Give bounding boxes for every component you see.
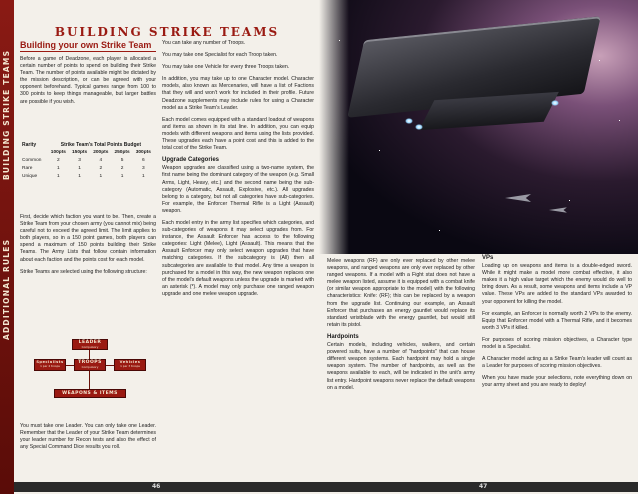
cell: 6 xyxy=(141,157,145,163)
hardpoints-paragraph: Certain models, including vehicles, walkers, and certain powered suits, have a number of "hardpoints" that can house different weapon systems. Each hardpoint may hold a single weapon system. The number of hardpoints, as well as the weapons available to each, will be indicated in the unit's army list entry. Hardpoint weapons never replace the default weapons on a model. xyxy=(327,342,475,391)
loadout-paragraph: Each model comes equipped with a standard loadout of weapons and items as shown in its stat line. In addition, you can equip models with different weapons and items using the lists provided. These upgrades each have a point cost and this is added to the total cost of the Strike Team. xyxy=(162,116,314,152)
right-column-left-page xyxy=(162,40,314,303)
troops-box: TROOPS Compulsory xyxy=(74,359,106,371)
budget-col: 250pts xyxy=(114,150,130,155)
leader-paragraph: You must take one Leader. You can only take one Leader. Remember that the Leader of your Strike Team determines your leader number for Recon tests and also the effect of any Special Command Dice results you roll. xyxy=(20,423,156,451)
side-tab-section: BUILDING STRIKE TEAMS xyxy=(2,49,11,180)
fighter-illustration xyxy=(549,207,567,213)
side-tab-chapter: ADDITIONAL RULES xyxy=(2,238,11,340)
row-label: Rare xyxy=(22,165,33,171)
melee-paragraph: Melee weapons (RF) are only ever replaced by other melee weapons, and ranged weapons are only ever replaced by other ranged weapons. If a model with a Fight stat does not have a melee weapon listed, assume it is equipped with a combat knife (or similar weapon appropriate to the model) with the following characteristics: Knife: (RF); this can be replaced by a weapon from the upgrade list. Continuing our example, an Assault Enforcer that purchases an energy gauntlet would replace its standard wristblade with the energy gauntlet, but would still retain its pistol. xyxy=(327,258,475,328)
vps-paragraph: A Character model acting as a Strike Team's leader will count as a Leader for purposes of scoring mission objectives. xyxy=(482,356,632,370)
weapons-items-box: WEAPONS & ITEMS xyxy=(54,389,126,398)
row-label: Unique xyxy=(22,173,38,179)
row-label: Common xyxy=(22,157,42,163)
budget-header: Strike Team's Total Points Budget xyxy=(60,142,141,148)
cell: 2 xyxy=(57,157,60,163)
structure-diagram xyxy=(36,337,141,403)
page-title: BUILDING STRIKE TEAMS xyxy=(54,25,280,39)
faction-paragraph: First, decide which faction you want to be. Then, create a Strike Team from your chosen army (you cannot mix) being careful not to exceed the agreed limit. The limit applies to both players, so in a 150 point games, both players can spend a maximum of 150 points building their Strike Teams. The Army Lists that follow contain information about each faction and the points cost for each model. xyxy=(20,214,156,263)
rarity-table xyxy=(22,141,154,181)
vps-paragraph: When you have made your selections, note everything down on your army sheet and you are ready to deploy! xyxy=(482,375,632,389)
vps-paragraph: For example, an Enforcer is normally worth 2 VPs to the enemy. Equip that Enforcer model with a Thermal Rifle, and it becomes worth 3 VPs if killed. xyxy=(482,310,632,331)
fighter-illustration xyxy=(505,194,531,202)
hardpoints-heading: Hardpoints xyxy=(327,333,359,340)
rarity-header: Rarity xyxy=(22,142,37,148)
vps-heading: VPs xyxy=(482,255,494,261)
side-tab xyxy=(0,0,14,494)
page-number: 47 xyxy=(479,483,488,490)
leader-column xyxy=(20,423,156,456)
cell: 5 xyxy=(120,157,124,163)
table-row xyxy=(22,156,154,164)
vps-column xyxy=(482,255,632,395)
budget-col: 300pts xyxy=(135,150,151,155)
cell: 1 xyxy=(99,173,103,179)
cell: 1 xyxy=(78,165,81,171)
right-page xyxy=(319,0,638,494)
budget-col: 150pts xyxy=(72,150,88,155)
upgrade-heading: Upgrade Categories xyxy=(162,157,220,164)
cell: 3 xyxy=(78,157,81,163)
cell: 1 xyxy=(57,165,60,171)
structure-paragraph: Strike Teams are selected using the following structure: xyxy=(20,268,147,275)
intro-column xyxy=(20,56,156,111)
page-number: 46 xyxy=(152,483,161,490)
vps-paragraph: For purposes of scoring mission objectives, a Character type model is a Specialist. xyxy=(482,336,632,351)
cell: 1 xyxy=(141,173,145,179)
upgrade-paragraph: Weapon upgrades are classified using a two-name system, the first name being the dominant category of the weapon (e.g. Small Arms, Light, Heavy, etc.) and the second name being the sub-category (Automatic, Assault, Explosive, etc.). All upgrades belong to a category, but not all categories have sub-categories. For example, the Enforcer Thermal Rifle is a Light (Assault) weapon. xyxy=(162,165,314,214)
space-illustration xyxy=(319,0,638,254)
left-folio xyxy=(14,482,319,492)
cell: 1 xyxy=(78,173,81,179)
vehicle-paragraph: You may take one Vehicle for every three Troops taken. xyxy=(162,64,290,71)
table-row xyxy=(22,164,154,172)
right-folio xyxy=(319,482,638,492)
budget-col: 200pts xyxy=(93,150,109,155)
leader-box: LEADER Compulsory xyxy=(72,339,108,350)
character-paragraph: In addition, you may take up to one Character model. Character models, also known as Mercenaries, will have a list of Factions that they will and won't work for included in their profile. Future Deadzone supplements may include rules for using a Character model as a Strike Team's Leader. xyxy=(162,76,314,111)
vps-paragraph: Loading up on weapons and items is a double-edged sword. While it might make a model more combat effective, it also makes it a high value target which the enemy would do well to bring down. As a result, some weapons and items include a VP value. These VPs are added to the standard VPs awarded to your opponent for killing the model. xyxy=(482,263,632,305)
cell: 2 xyxy=(99,165,103,171)
table-row xyxy=(22,172,154,180)
faction-column xyxy=(20,214,156,281)
cell: 1 xyxy=(57,173,60,179)
subheading: Building your own Strike Team xyxy=(20,40,156,52)
specialist-paragraph: You may take one Specialist for each Troop taken. xyxy=(162,52,278,59)
intro-paragraph: Before a game of Deadzone, each player is allocated a certain number of points to spend on building their Strike Team. The number of points available might be dictated by the mission description, or can be agreed with your opponent beforehand. Typical games range from 100 to 300 points to keep things manageable, but larger battles are possible if you wish. xyxy=(20,56,156,105)
cell: 2 xyxy=(120,165,124,171)
upgrade-paragraph: Each model entry in the army list specifies which categories, and sub-categories of weapons it may select upgrades from. For instance, the Assault Enforcer has access to the following categories: Light (Melee), Light (Assault). This means that the Assault Enforcer may only select weapon upgrades that have matching categories. If the subcategory is (All) then all subcategories are available to that model. Any time a weapon is purchased for a model in this way, the new weapon replaces one of the model's default weapons unless the upgrade is marked with an asterisk (*). A model may only purchase one ranged weapon upgrade and one melee weapon upgrade. xyxy=(162,219,314,297)
cell: 3 xyxy=(141,165,145,171)
cell: 1 xyxy=(120,173,124,179)
vehicles-box: Vehicles 1 per 3 troops xyxy=(114,359,146,371)
specialists-box: Specialists 1 per 4 troops xyxy=(34,359,66,371)
troops-paragraph: You can take any number of Troops. xyxy=(162,40,246,46)
budget-col: 100pts xyxy=(50,150,66,155)
melee-column xyxy=(327,258,475,397)
cell: 4 xyxy=(99,157,103,163)
